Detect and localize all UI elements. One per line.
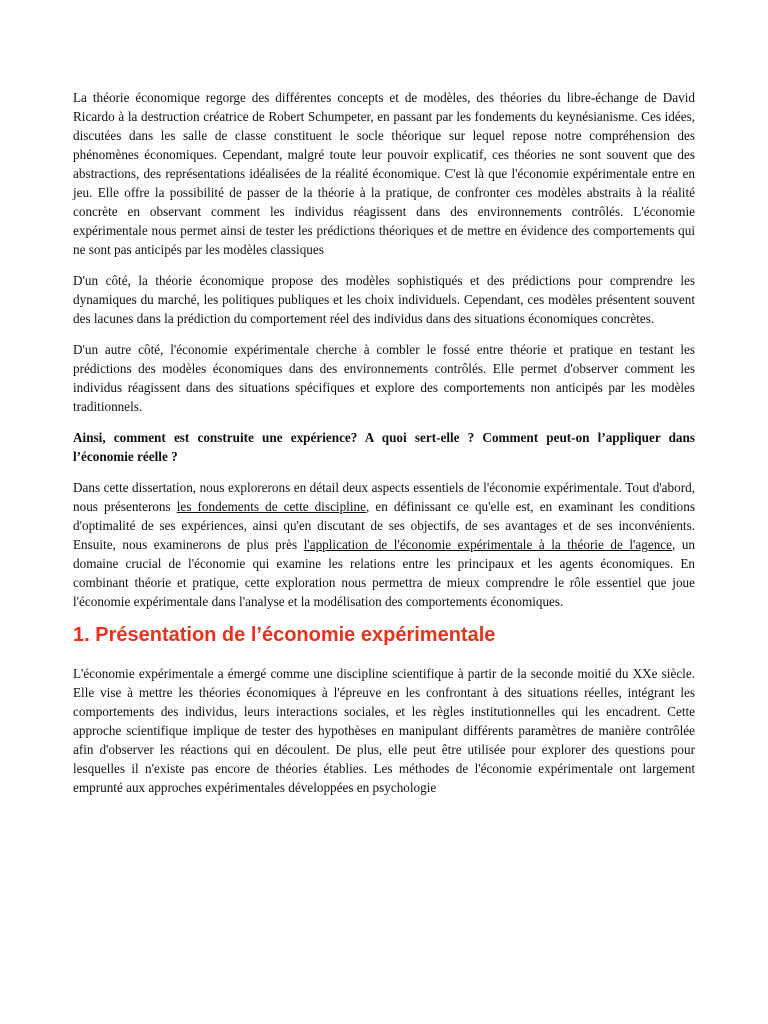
section-heading: 1. Présentation de l’économie expérimentale [73, 624, 496, 646]
plan-text-3: , un domaine crucial de l'économie qui examine les relations entre les principaux et les agents économiques. En combinant théorie et pratique, cette exploration nous permettra de mieux comprendre le rôle essentiel que joue l'économie expérimentale dans l'analyse et la modélisation des comportements économiques. [73, 537, 696, 609]
theory-paragraph: D'un côté, la théorie économique propose des modèles sophistiqués et des prédictions pour comprendre les dynamiques du marché, les politiques publiques et les choix individuels. Cependant, ces modèles présentent souvent des lacunes dans la prédiction du comportement réel des individus dans des situations économiques concrètes. [73, 273, 695, 326]
plan-link-agency-theory[interactable]: l'application de l'économie expérimentale à la théorie de l'agence [303, 537, 672, 552]
section-paragraph: L'économie expérimentale a émergé comme une discipline scientifique à partir de la seconde moitié du XXe siècle. Elle vise à mettre les théories économiques à l'épreuve en les confrontant à des situations réelles, intégrant les comportements des individus, leurs interactions sociales, et les règles institutionnelles qui les encadrent. Cette approche scientifique implique de tester des hypothèses en manipulant différents paramètres de manière contrôlée afin d'observer les réactions qui en découlent. De plus, elle peut être utilisée pour explorer des questions pour lesquelles il n'existe pas encore de théories établies. Les méthodes de l'économie expérimentale ont largement emprunté aux approches expérimentales développées en psychologie [73, 666, 695, 795]
plan-text-2: , en définissant ce qu'elle est, en examinant les conditions d'optimalité de ses expériences, ainsi qu'en discutant de ses objectifs, de ses avantages et de ses inconvénients. Ensuite, nous examinerons de plus près [73, 499, 695, 552]
document-page [73, 88, 695, 809]
plan-paragraph [73, 478, 695, 611]
intro-paragraph: La théorie économique regorge des différentes concepts et de modèles, des théories du libre-échange de David Ricardo à la destruction créatrice de Robert Schumpeter, en passant par les fondements du keynésianisme. Ces idées, discutées dans les salle de classe constituent le socle théorique sur lequel repose notre compréhension des phénomènes économiques. Cependant, malgré toute leur pouvoir explicatif, ces théories ne sont souvent que des abstractions, des représentations idéalisées de la réalité économique. C'est là que l'économie expérimentale entre en jeu. Elle offre la possibilité de passer de la théorie à la pratique, de confronter ces modèles abstraits à la réalité concrète en observant comment les individus réagissent dans des environnements contrôlés. L'économie expérimentale nous permet ainsi de tester les prédictions théoriques et de mettre en évidence des comportements qui ne sont pas anticipés par les modèles classiques [73, 90, 695, 257]
experimental-paragraph: D'un autre côté, l'économie expérimentale cherche à combler le fossé entre théorie et pratique en testant les prédictions des modèles économiques dans des environnements contrôlés. Elle permet d'observer comment les individus réagissent dans des situations spécifiques et explore des comportements non anticipés par les modèles traditionnels. [73, 342, 695, 414]
plan-link-foundations[interactable]: les fondements de cette discipline [176, 499, 366, 514]
research-question: Ainsi, comment est construite une expérience? A quoi sert-elle ? Comment peut-on l’appliquer dans l’économie réelle ? [73, 430, 695, 464]
plan-text-1: Dans cette dissertation, nous explorerons en détail deux aspects essentiels de l'économie expérimentale. Tout d'abord, nous présenterons [73, 480, 695, 514]
